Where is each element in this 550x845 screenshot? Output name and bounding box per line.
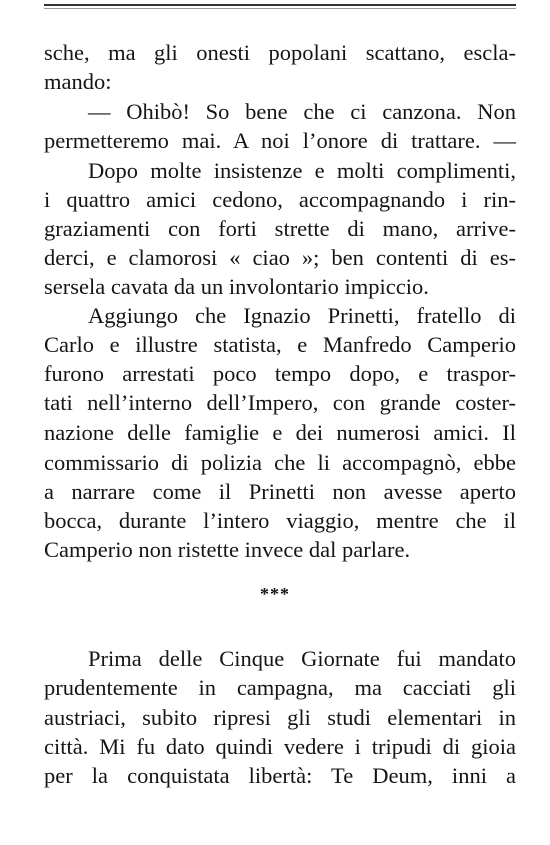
text-line: tati nell’interno dell’Impero, con grande coster-: [44, 390, 516, 415]
section-separator: ***: [260, 584, 290, 604]
text-line: città. Mi fu dato quindi vedere i tripudi di gioia: [44, 734, 516, 759]
text-line: Prima delle Cinque Giornate fui mandato: [88, 646, 516, 671]
text-line: nazione delle famiglie e dei numerosi amici. Il: [44, 420, 516, 445]
header-rule: [44, 4, 516, 6]
text-line: furono arrestati poco tempo dopo, e traspor-: [44, 361, 516, 386]
text-line: Dopo molte insistenze e molti complimenti,: [88, 158, 516, 183]
text-line: prudentemente in campagna, ma cacciati gli: [44, 675, 516, 700]
text-line: Camperio non ristette invece dal parlare.: [44, 537, 411, 562]
text-line: commissario di polizia che li accompagnò, ebbe: [44, 450, 516, 475]
text-line: sche, ma gli onesti popolani scattano, escla-: [44, 40, 516, 65]
text-line: sersela cavata da un involontario impiccio.: [44, 274, 429, 299]
text-line: graziamenti con forti strette di mano, arrive-: [44, 216, 516, 241]
text-line: Carlo e illustre statista, e Manfredo Camperio: [44, 332, 516, 357]
text-line: derci, e clamorosi « ciao »; ben contenti di es-: [44, 245, 516, 270]
text-line: per la conquistata libertà: Te Deum, inni a: [44, 763, 516, 788]
text-line: Aggiungo che Ignazio Prinetti, fratello di: [88, 303, 516, 328]
text-line: i quattro amici cedono, accompagnando i rin-: [44, 187, 516, 212]
text-line: — Ohibò! So bene che ci canzona. Non: [88, 99, 516, 124]
text-line: a narrare come il Prinetti non avesse aperto: [44, 479, 516, 504]
text-line: bocca, durante l’intero viaggio, mentre che il: [44, 508, 516, 533]
text-line: mando:: [44, 69, 112, 94]
text-line: austriaci, subito ripresi gli studi elementari in: [44, 705, 516, 730]
text-line: permetteremo mai. A noi l’onore di trattare. —: [44, 128, 516, 153]
